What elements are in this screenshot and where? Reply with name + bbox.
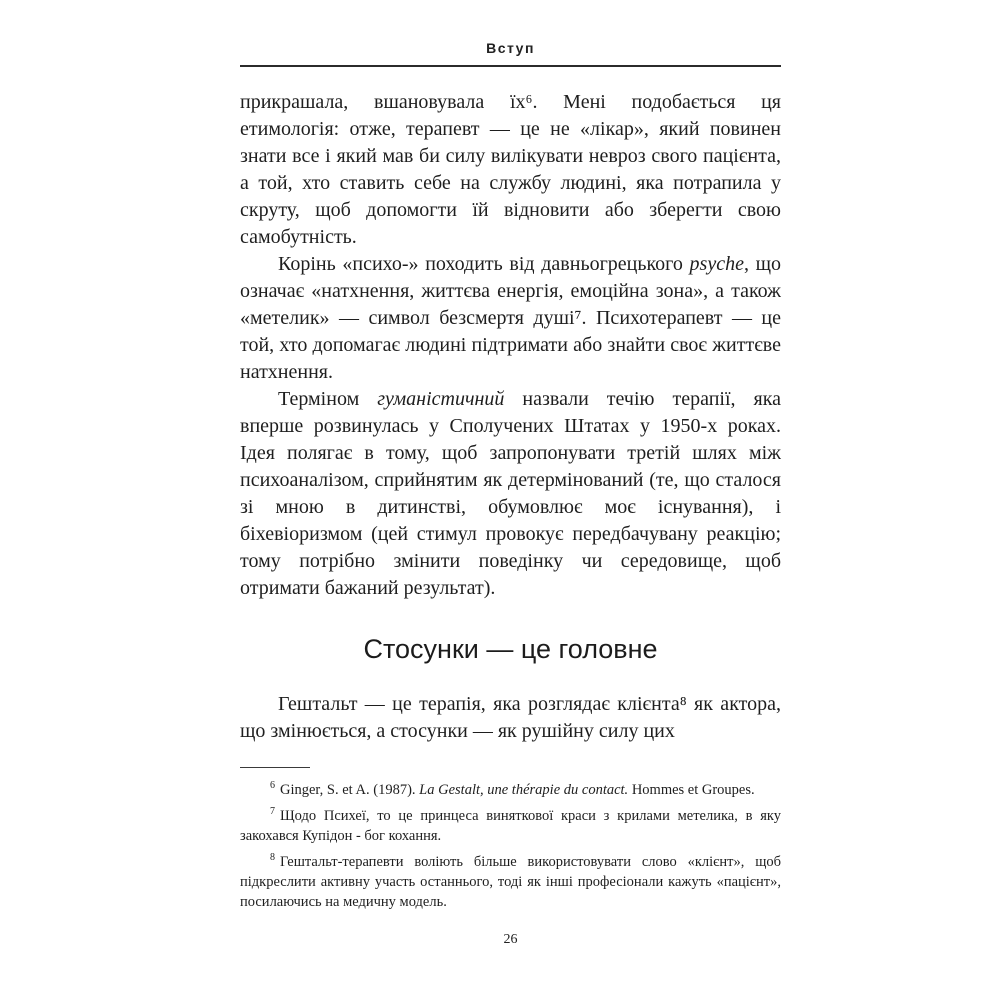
text-segment: прикрашала, вшановувала їх⁶. Мені подобається ця етимологія: отже, терапевт — це не «лікар», який повинен знати все і який мав би силу вилікувати невроз свого пацієнта, а той, хто ставить себе на службу людині, яка потрапила у скруту, щоб допомогти їй відновити або зберегти свою самобутність.: [240, 91, 781, 248]
paragraph-continued: [240, 89, 781, 251]
text-segment: назвали течію терапії, яка вперше розвинулась у Сполучених Штатах у 1950-х роках. Ідея полягає в тому, щоб запропонувати третій шлях між психоаналізом, сприйнятим як детермінований (те, що сталося зі мною в дитинстві, обумовлює моє існування), і біхевіоризмом (цей стимул провокує передбачувану реакцію; тому потрібно змінити поведінку чи середовище, щоб отримати бажаний результат).: [240, 388, 781, 599]
paragraph-humanistic-term: [240, 386, 781, 602]
text-segment: Ginger, S. et A. (1987).: [280, 782, 420, 798]
text-segment: Щодо Психеї, то це принцеса виняткової краси з крилами метелика, в яку закохався Купідон - бог кохання.: [240, 808, 781, 844]
footnote-8: [240, 852, 781, 912]
text-segment-italic: psyche: [689, 253, 744, 275]
text-segment: Hommes et Groupes.: [628, 782, 755, 798]
page-number: 26: [503, 932, 518, 947]
footnote-6: [240, 780, 781, 800]
section-heading: Стосунки — це головне: [363, 634, 658, 664]
text-segment: Гештальт-терапевти воліють більше використовувати слово «клієнт», щоб підкреслити активну участь останнього, тоді як інші професіонали кажуть «пацієнт», посилаючись на медичну модель.: [240, 854, 781, 910]
header-divider: [240, 65, 781, 67]
text-segment-italic: La Gestalt, une thérapie du contact.: [419, 782, 629, 798]
body-text-block-2: [240, 691, 781, 745]
footnote-divider: [240, 767, 310, 768]
footnote-number: 6: [270, 780, 275, 792]
running-head-title: Вступ: [486, 40, 535, 56]
page-content: [240, 40, 781, 918]
text-segment: , що означає «натхнення, життєва енергія, емоційна зона», а також «метелик» — символ безсмертя душі⁷. Психотерапевт — це той, хто допомагає людині підтримати або знайти своє життєве натхнення.: [240, 253, 781, 383]
paragraph-psycho-root: [240, 251, 781, 386]
paragraph-gestalt: [240, 691, 781, 745]
text-segment-italic: гуманістичний: [377, 388, 505, 410]
text-segment: Терміном: [278, 388, 378, 410]
footnotes-block: [240, 780, 781, 912]
body-text-block: [240, 89, 781, 602]
footnote-number: 8: [270, 852, 275, 864]
footnote-7: [240, 806, 781, 846]
text-segment: Корінь «психо-» походить від давньогрецького: [278, 253, 690, 275]
text-segment: Гештальт — це терапія, яка розглядає клієнта⁸ як актора, що змінюється, а стосунки — як рушійну силу цих: [240, 693, 781, 742]
footnote-number: 7: [270, 806, 275, 818]
